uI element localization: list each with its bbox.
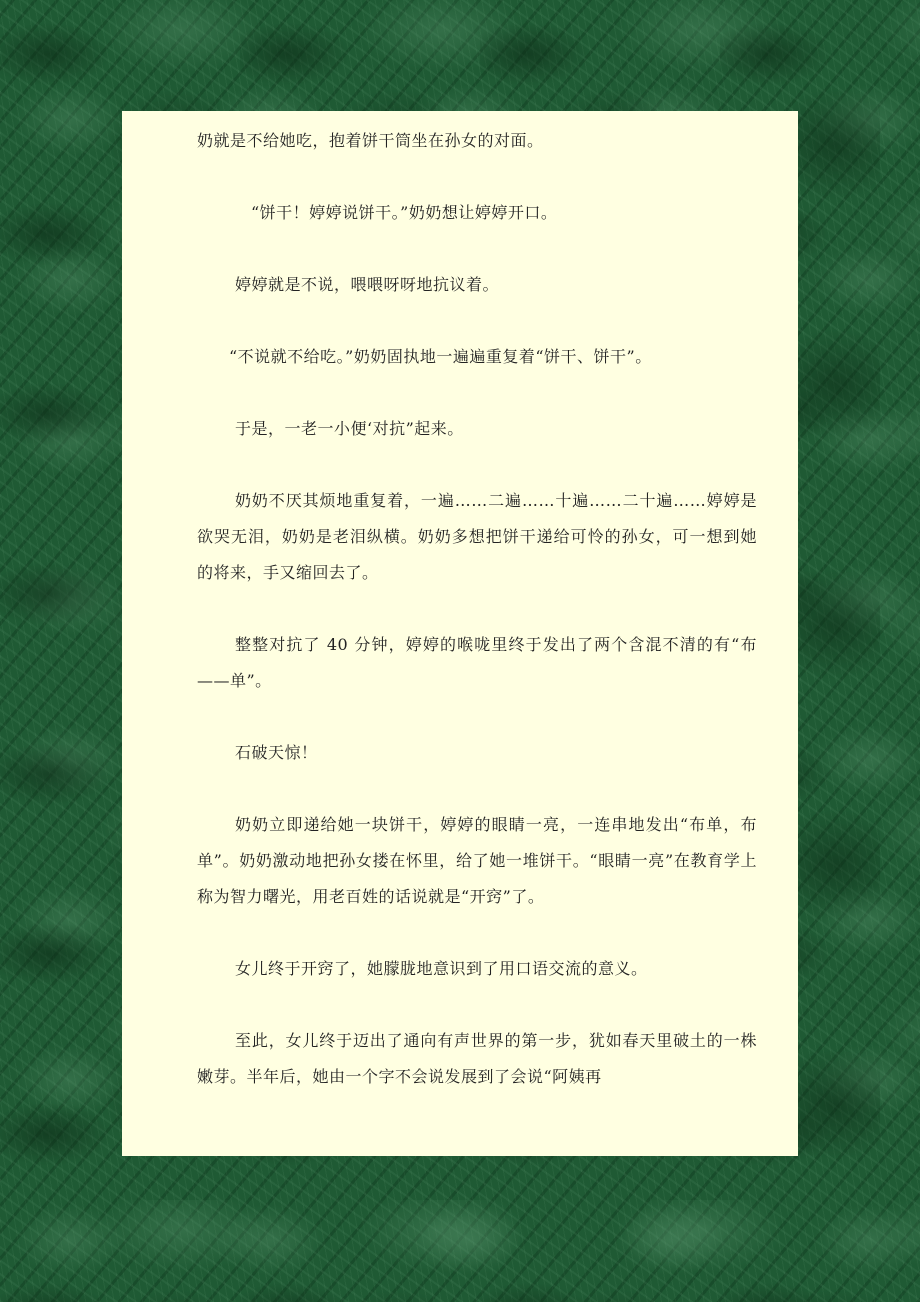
paragraph-10: 女儿终于开窍了，她朦胧地意识到了用口语交流的意义。 [235, 959, 648, 978]
paragraph-9: 奶奶立即递给她一块饼干，婷婷的眼睛一亮，一连串地发出“布单，布单”。奶奶激动地把孙女搂在怀里，给了她一堆饼干。“眼睛一亮”在教育学上称为智力曙光，用老百姓的话说就是“开窍”了。 [197, 815, 757, 906]
paragraph-7: 整整对抗了 40 分钟，婷婷的喉咙里终于发出了两个含混不清的有“布——单”。 [197, 635, 757, 690]
paragraph-1: 奶就是不给她吃，抱着饼干筒坐在孙女的对面。 [197, 131, 544, 150]
paragraph-6: 奶奶不厌其烦地重复着，一遍……二遍……十遍……二十遍……婷婷是欲哭无泪，奶奶是老泪纵横。奶奶多想把饼干递给可怜的孙女，可一想到她的将来，手又缩回去了。 [197, 491, 757, 582]
document-body [197, 111, 757, 1095]
paragraph-5: 于是，一老一小便‘对抗”起来。 [235, 419, 464, 438]
paragraph-2: “饼干！婷婷说饼干。”奶奶想让婷婷开口。 [251, 203, 558, 222]
document-page [122, 111, 798, 1156]
paragraph-11: 至此，女儿终于迈出了通向有声世界的第一步，犹如春天里破土的一株嫩芽。半年后，她由一个字不会说发展到了会说“阿姨再 [197, 1031, 757, 1086]
paragraph-4: “不说就不给吃。”奶奶固执地一遍遍重复着“饼干、饼干”。 [229, 347, 652, 366]
paragraph-8: 石破天惊！ [235, 743, 318, 762]
paragraph-3: 婷婷就是不说，喂喂呀呀地抗议着。 [235, 275, 500, 294]
